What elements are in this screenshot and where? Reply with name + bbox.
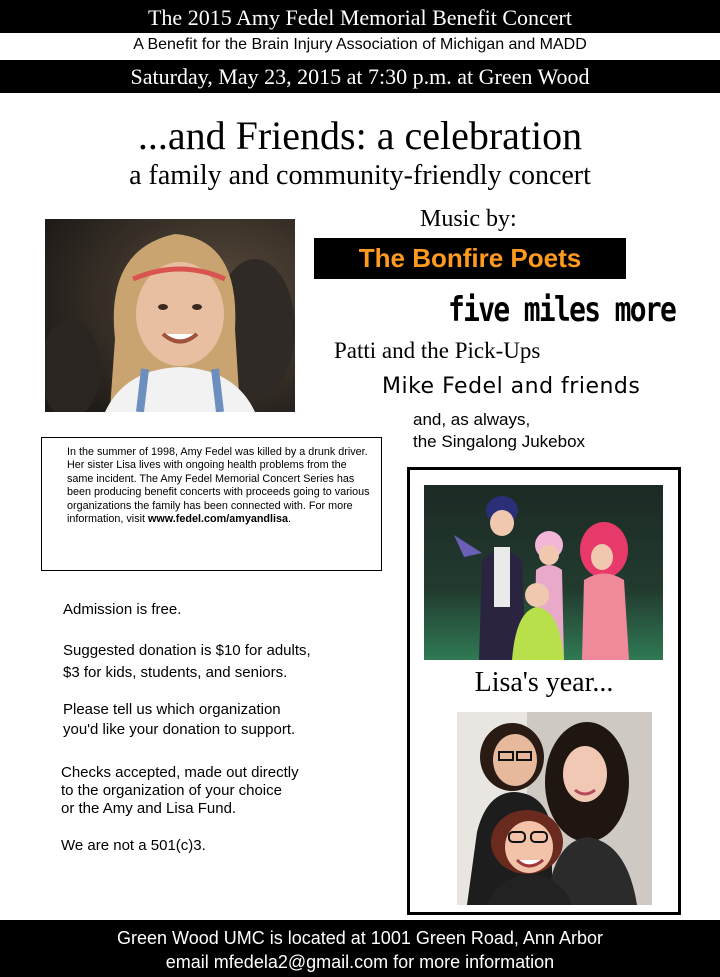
band-singalong-jukebox: the Singalong Jukebox (413, 432, 586, 451)
band-patti-pick-ups: Patti and the Pick-Ups (334, 338, 541, 363)
event-date: Saturday, May 23, 2015 at 7:30 p.m. at Green Wood (130, 64, 590, 89)
footer (0, 920, 720, 977)
org-line-2: you'd like your donation to support. (63, 721, 296, 738)
donation-line-1: Suggested donation is $10 for adults, (63, 642, 311, 659)
lisa-caption: Lisa's year... (474, 667, 614, 698)
header-subtitle: A Benefit for the Brain Injury Association of Michigan and MADD (133, 36, 587, 53)
story-box (41, 437, 382, 571)
lisa-cosplay-photo (424, 485, 663, 660)
not-501c3: We are not a 501(c)3. (61, 837, 206, 854)
band-five-miles-more: five miles more (448, 290, 676, 330)
header-title-bar (0, 0, 720, 33)
checks-line-1: Checks accepted, made out directly (61, 764, 299, 781)
band-jukebox-intro: and, as always, (413, 410, 531, 429)
headline-sub: a family and community-friendly concert (129, 160, 591, 191)
footer-location: Green Wood UMC is located at 1001 Green Road, Ann Arbor (117, 928, 603, 948)
checks-line-2: to the organization of your choice (61, 782, 282, 799)
story-link[interactable]: www.fedel.com/amyandlisa (148, 512, 289, 525)
donation-line-2: $3 for kids, students, and seniors. (63, 664, 288, 681)
headline-main: ...and Friends: a celebration (137, 113, 583, 158)
band-bonfire-poets: The Bonfire Poets (358, 243, 582, 273)
music-label: Music by: (420, 206, 517, 232)
footer-email[interactable]: email mfedela2@gmail.com for more information (165, 952, 555, 972)
checks-line-3: or the Amy and Lisa Fund. (61, 800, 237, 817)
admission-free: Admission is free. (63, 601, 182, 618)
header-date-bar (0, 60, 720, 93)
story-text: In the summer of 1998, Amy Fedel was killed by a drunk driver. Her sister Lisa lives with ongoing health problems from the same incident. The Amy Fedel Memorial Concert Series has been producing benefit concerts with proceeds going to various organizations the family has been connected with. For more information, visit (67, 446, 370, 525)
band-bonfire-poets-box (314, 238, 626, 279)
org-line-1: Please tell us which organization (63, 701, 281, 718)
amy-photo (45, 219, 295, 412)
lisa-friends-photo (457, 712, 652, 905)
story-end: . (288, 512, 292, 525)
band-mike-fedel: Mike Fedel and friends (382, 374, 641, 399)
header-title: The 2015 Amy Fedel Memorial Benefit Concert (147, 5, 572, 30)
